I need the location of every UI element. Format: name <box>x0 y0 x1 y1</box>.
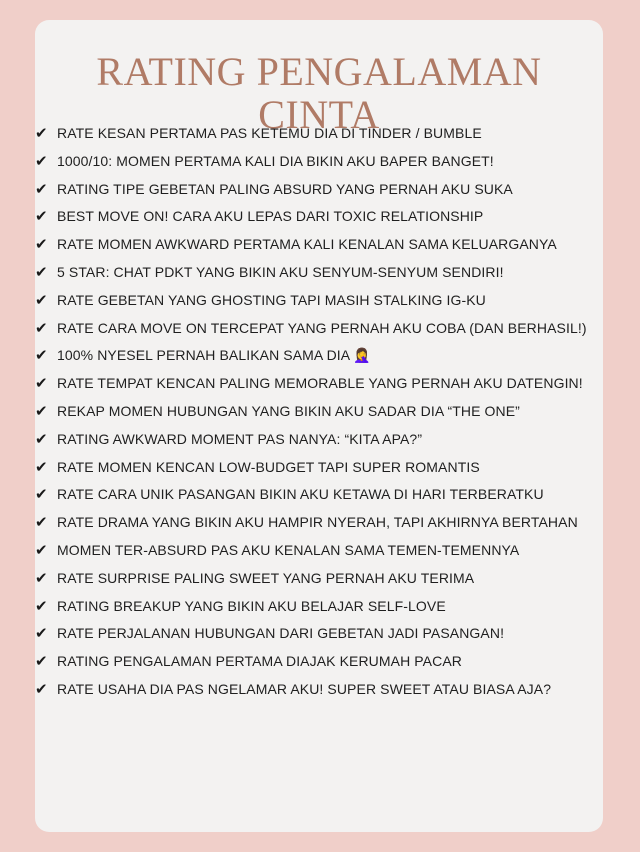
check-icon: ✔ <box>35 235 48 254</box>
list-item <box>35 398 603 426</box>
list-item-text: RATE USAHA DIA PAS NGELAMAR AKU! SUPER SWEET ATAU BIASA AJA? <box>57 680 552 697</box>
list-item-text: RATE SURPRISE PALING SWEET YANG PERNAH AKU TERIMA <box>57 569 475 586</box>
check-icon: ✔ <box>35 151 48 170</box>
list-item-text: RATE GEBETAN YANG GHOSTING TAPI MASIH STALKING IG-KU <box>57 291 486 308</box>
list-item <box>35 315 603 343</box>
list-item-text: 5 STAR: CHAT PDKT YANG BIKIN AKU SENYUM-SENYUM SENDIRI! <box>57 263 504 280</box>
list-item <box>35 231 603 259</box>
list-item-text: MOMEN TER-ABSURD PAS AKU KENALAN SAMA TEMEN-TEMENNYA <box>57 541 520 558</box>
checklist <box>35 120 603 704</box>
check-icon: ✔ <box>35 207 48 226</box>
check-icon: ✔ <box>35 401 48 420</box>
list-item <box>35 481 603 509</box>
list-item <box>35 203 603 231</box>
check-icon: ✔ <box>35 262 48 281</box>
list-item <box>35 259 603 287</box>
list-item-text: BEST MOVE ON! CARA AKU LEPAS DARI TOXIC RELATIONSHIP <box>57 208 484 225</box>
list-item-text: RATING TIPE GEBETAN PALING ABSURD YANG PERNAH AKU SUKA <box>57 180 513 197</box>
list-item-text: RATE KESAN PERTAMA PAS KETEMU DIA DI TINDER / BUMBLE <box>57 125 482 141</box>
check-icon: ✔ <box>35 318 48 337</box>
list-item <box>35 426 603 454</box>
list-item <box>35 537 603 565</box>
check-icon: ✔ <box>35 624 48 643</box>
check-icon: ✔ <box>35 513 48 532</box>
list-item <box>35 454 603 482</box>
page-title: RATING PENGALAMAN CINTA <box>96 49 542 137</box>
list-item-text: RATE TEMPAT KENCAN PALING MEMORABLE YANG PERNAH AKU DATENGIN! <box>57 375 583 392</box>
list-item-text: RATING PENGALAMAN PERTAMA DIAJAK KERUMAH PACAR <box>57 653 462 670</box>
list-item-text: RATE PERJALANAN HUBUNGAN DARI GEBETAN JADI PASANGAN! <box>57 625 505 642</box>
check-icon: ✔ <box>35 346 48 365</box>
list-item-text: RATE CARA MOVE ON TERCEPAT YANG PERNAH AKU COBA (DAN BERHASIL!) <box>57 319 587 336</box>
list-item <box>35 565 603 593</box>
check-icon: ✔ <box>35 374 48 393</box>
list-item-text: 1000/10: MOMEN PERTAMA KALI DIA BIKIN AKU BAPER BANGET! <box>57 152 494 169</box>
content-card <box>35 20 603 832</box>
check-icon: ✔ <box>35 179 48 198</box>
list-item <box>35 676 603 704</box>
check-icon: ✔ <box>35 679 48 698</box>
list-item <box>35 593 603 621</box>
list-item <box>35 342 603 370</box>
list-item-text: RATING BREAKUP YANG BIKIN AKU BELAJAR SELF-LOVE <box>57 597 446 614</box>
list-item <box>35 370 603 398</box>
check-icon: ✔ <box>35 596 48 615</box>
list-item-text: RATE MOMEN AWKWARD PERTAMA KALI KENALAN SAMA KELUARGANYA <box>57 236 557 253</box>
list-item-text: RATE MOMEN KENCAN LOW-BUDGET TAPI SUPER ROMANTIS <box>57 458 480 475</box>
list-item <box>35 176 603 204</box>
list-item <box>35 148 603 176</box>
list-item <box>35 509 603 537</box>
list-item-text: RATE CARA UNIK PASANGAN BIKIN AKU KETAWA DI HARI TERBERATKU <box>57 486 544 503</box>
list-item <box>35 120 603 148</box>
check-icon: ✔ <box>35 485 48 504</box>
list-item-text: RATING AWKWARD MOMENT PAS NANYA: “KITA APA?” <box>57 430 423 447</box>
list-item <box>35 620 603 648</box>
check-icon: ✔ <box>35 568 48 587</box>
list-item-text: 100% NYESEL PERNAH BALIKAN SAMA DIA 🤦‍♀️ <box>57 347 371 364</box>
list-item-text: REKAP MOMEN HUBUNGAN YANG BIKIN AKU SADAR DIA “THE ONE” <box>57 402 520 419</box>
list-item <box>35 287 603 315</box>
check-icon: ✔ <box>35 429 48 448</box>
list-item-text: RATE DRAMA YANG BIKIN AKU HAMPIR NYERAH, TAPI AKHIRNYA BERTAHAN <box>57 514 578 531</box>
check-icon: ✔ <box>35 290 48 309</box>
check-icon: ✔ <box>35 124 48 142</box>
check-icon: ✔ <box>35 540 48 559</box>
check-icon: ✔ <box>35 457 48 476</box>
list-item <box>35 648 603 676</box>
check-icon: ✔ <box>35 652 48 671</box>
